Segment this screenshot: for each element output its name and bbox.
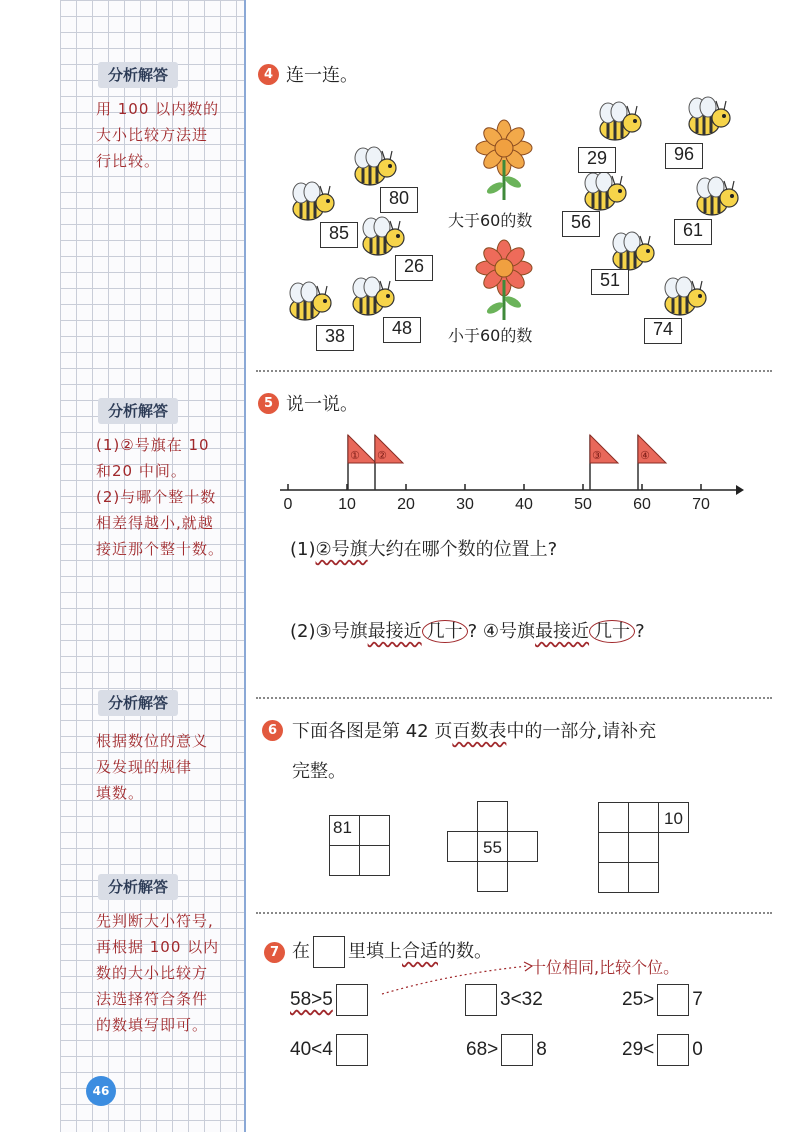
grid2-blank-cell[interactable] — [477, 801, 508, 832]
separator — [256, 912, 772, 914]
answer-box[interactable] — [336, 1034, 368, 1066]
label-greater-than-60: 大于60的数 — [448, 211, 533, 230]
grid2-cell-55: 55 — [477, 831, 508, 862]
q7-badge: 7 — [264, 942, 285, 963]
tick-label: 30 — [456, 496, 474, 513]
note-text-2: (1)②号旗在 10 和20 中间。 (2)与哪个整十数 相差得越小,就越 接近那个整十数。 — [96, 436, 225, 558]
bee-number-26[interactable]: 26 — [395, 255, 433, 281]
q6-text-line2: 完整。 — [292, 761, 346, 782]
note-text-4: 先判断大小符号, 再根据 100 以内 数的大小比较方 法选择符合条件 的数填写即可。 — [96, 912, 220, 1034]
answer-box[interactable] — [501, 1034, 533, 1066]
page-number: 46 — [86, 1076, 116, 1106]
separator — [256, 697, 772, 699]
flag-4-label: ④ — [640, 449, 650, 462]
flag-2-icon — [375, 435, 403, 490]
note-title-2: 分析解答 — [98, 398, 178, 424]
grid2-blank-cell[interactable] — [477, 861, 508, 892]
bee-icon — [689, 97, 730, 135]
bee-icon — [363, 217, 404, 255]
bee-icon — [353, 277, 394, 315]
grid3-blank-cell[interactable] — [628, 862, 659, 893]
answer-box[interactable] — [657, 1034, 689, 1066]
tick-label: 20 — [397, 496, 415, 513]
q7-title: 在 里填上合适的数。 — [292, 936, 492, 968]
equation-2: 3<32 — [462, 984, 543, 1016]
bee-icon — [290, 282, 331, 320]
flag-1-icon — [348, 435, 376, 490]
grid3-blank-cell[interactable] — [598, 862, 629, 893]
red-flower-icon — [476, 240, 532, 320]
equation-5: 68> 8 — [466, 1034, 547, 1066]
flag-1-label: ① — [350, 449, 360, 462]
bee-icon — [600, 102, 641, 140]
bee-number-38[interactable]: 38 — [316, 325, 354, 351]
bee-icon — [697, 177, 738, 215]
bee-number-29[interactable]: 29 — [578, 147, 616, 173]
grid3-cell-10: 10 — [658, 802, 689, 833]
q5-title: 说一说。 — [286, 394, 358, 415]
flag-3-label: ③ — [592, 449, 602, 462]
q5-question-1: (1)②号旗大约在哪个数的位置上? — [290, 539, 558, 560]
q6-text-line1: 下面各图是第 42 页百数表中的一部分,请补充 — [292, 721, 657, 742]
example-blank-box — [313, 936, 345, 968]
tick-label: 60 — [633, 496, 651, 513]
bee-number-80[interactable]: 80 — [380, 187, 418, 213]
note-text-3: 根据数位的意义 及发现的规律 填数。 — [96, 732, 209, 802]
tick-label: 40 — [515, 496, 533, 513]
grid3-blank-cell[interactable] — [598, 832, 629, 863]
note-text-1: 用 100 以内数的 大小比较方法进 行比较。 — [96, 100, 220, 170]
bee-icon — [355, 147, 396, 185]
grid2-blank-cell[interactable] — [507, 831, 538, 862]
grid1-blank-cell[interactable] — [359, 845, 390, 876]
flag-4-icon — [638, 435, 666, 490]
answer-box[interactable] — [657, 984, 689, 1016]
answer-box[interactable] — [336, 984, 368, 1016]
bee-icon — [613, 232, 654, 270]
flag-3-icon — [590, 435, 618, 490]
bee-icon — [293, 182, 334, 220]
tick-label: 50 — [574, 496, 592, 513]
separator — [256, 370, 772, 372]
flag-2-label: ② — [377, 449, 387, 462]
bee-icon — [665, 277, 706, 315]
q4-title: 连一连。 — [286, 65, 358, 86]
bee-number-74[interactable]: 74 — [644, 318, 682, 344]
answer-box[interactable] — [465, 984, 497, 1016]
q7-hint: 十位相同,比较个位。 — [530, 958, 680, 977]
equation-1: 58>5 — [290, 984, 371, 1016]
q5-badge: 5 — [258, 393, 279, 414]
equation-4: 40<4 — [290, 1034, 371, 1066]
note-title-3: 分析解答 — [98, 690, 178, 716]
q4-badge: 4 — [258, 64, 279, 85]
equation-6: 29< 0 — [622, 1034, 703, 1066]
bee-number-51[interactable]: 51 — [591, 269, 629, 295]
note-title-1: 分析解答 — [98, 62, 178, 88]
grid3-blank-cell[interactable] — [628, 802, 659, 833]
grid1-blank-cell[interactable] — [359, 815, 390, 846]
orange-flower-icon — [476, 120, 532, 200]
equation-3: 25> 7 — [622, 984, 703, 1016]
bee-icon — [585, 172, 626, 210]
label-less-than-60: 小于60的数 — [448, 326, 533, 345]
grid1-cell-81: 81 — [329, 815, 360, 846]
tick-label: 10 — [338, 496, 356, 513]
tick-label: 70 — [692, 496, 710, 513]
grid3-blank-cell[interactable] — [598, 802, 629, 833]
grid3-blank-cell[interactable] — [628, 832, 659, 863]
note-title-4: 分析解答 — [98, 874, 178, 900]
tick-label: 0 — [283, 496, 293, 513]
bee-number-61[interactable]: 61 — [674, 219, 712, 245]
bee-number-56[interactable]: 56 — [562, 211, 600, 237]
bee-number-85[interactable]: 85 — [320, 222, 358, 248]
grid1-blank-cell[interactable] — [329, 845, 360, 876]
q5-question-2: (2)③号旗最接近 几十 ? ④号旗最接近 几十 ? — [290, 621, 645, 642]
grid2-blank-cell[interactable] — [447, 831, 478, 862]
bee-number-96[interactable]: 96 — [665, 143, 703, 169]
number-line — [270, 425, 750, 520]
bee-number-48[interactable]: 48 — [383, 317, 421, 343]
q6-badge: 6 — [262, 720, 283, 741]
